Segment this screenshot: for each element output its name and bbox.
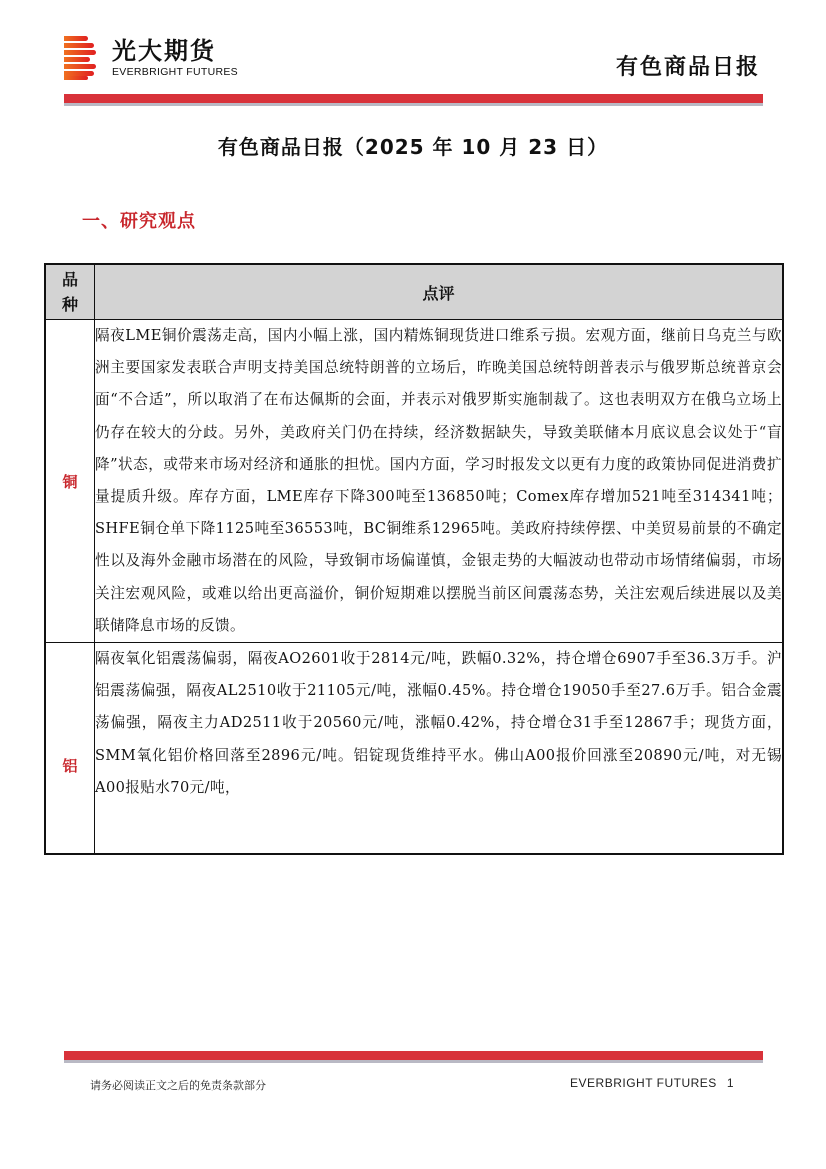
row-comment-aluminum <box>95 643 784 855</box>
logo-chinese-name: 光大期货 <box>112 37 216 65</box>
document-title: 有色商品日报（2025 年 10 月 23 日） <box>217 135 609 159</box>
table-row <box>45 643 783 855</box>
research-views-table <box>44 263 784 855</box>
page-number: 1 <box>726 1076 734 1090</box>
table-row <box>45 320 783 643</box>
row-kind-copper: 铜 <box>45 320 95 643</box>
footer-brand: EVERBRIGHT FUTURES <box>570 1076 717 1090</box>
report-type-title: 有色商品日报 <box>615 55 760 80</box>
footer-divider <box>64 1051 763 1060</box>
header-kind <box>45 264 95 320</box>
row-comment-copper: 隔夜LME铜价震荡走高，国内小幅上涨，国内精炼铜现货进口维系亏损。宏观方面，继前日乌克兰与欧洲主要国家发表联合声明支持美国总统特朗普的立场后，昨晚美国总统特朗普表示与俄罗斯总统普京会面“不合适”，所以取消了在布达佩斯的会面，并表示对俄罗斯实施制裁了。这也表明双方在俄乌立场上仍存在较大的分歧。另外，美政府关门仍在持续，经济数据缺失，导致美联储本月底议息会议处于“盲降”状态，或带来市场对经济和通胀的担忧。国内方面，学习时报发文以更有力度的政策协同促进消费扩量提质升级。库存方面，LME库存下降300吨至136850吨；Comex库存增加521吨至314341吨；SHFE铜仓单下降1125吨至36553吨，BC铜维系12965吨。美政府持续停摆、中美贸易前景的不确定性以及海外金融市场潜在的风险，导致铜市场偏谨慎，金银走势的大幅波动也带动市场情绪偏弱，市场关注宏观风险，或难以给出更高溢价，铜价短期难以摆脱当前区间震荡态势，关注宏观后续进展以及美联储降息市场的反馈。 <box>95 320 784 643</box>
company-logo <box>64 36 238 80</box>
logo-english-name: EVERBRIGHT FUTURES <box>112 66 238 78</box>
table-header-row <box>45 264 783 320</box>
row-kind-aluminum: 铝 <box>45 643 95 855</box>
footer-disclaimer: 请务必阅读正文之后的免责条款部分 <box>90 1079 266 1092</box>
section-title: 一、研究观点 <box>82 211 196 232</box>
header-comment: 点评 <box>95 264 784 320</box>
row-comment-aluminum-text: 隔夜氧化铝震荡偏弱，隔夜AO2601收于2814元/吨，跌幅0.32%，持仓增仓6907手至36.3万手。沪铝震荡偏强，隔夜AL2510收于21105元/吨，涨幅0.45%。持仓增仓19050手至27.6万手。铝合金震荡偏强，隔夜主力AD2511收于20560元/吨，涨幅0.42%，持仓增仓31手至12867手；现货方面，SMM氧化铝价格回落至2896元/吨。铝锭现货维持平水。佛山A00报价回涨至20890元/吨，对无锡A00报贴水70元/吨， <box>95 650 782 796</box>
logo-mark-icon <box>64 36 98 80</box>
footer-brand-page <box>570 1076 734 1090</box>
header-kind-label: 品种 <box>62 270 79 314</box>
header-divider <box>64 94 763 103</box>
